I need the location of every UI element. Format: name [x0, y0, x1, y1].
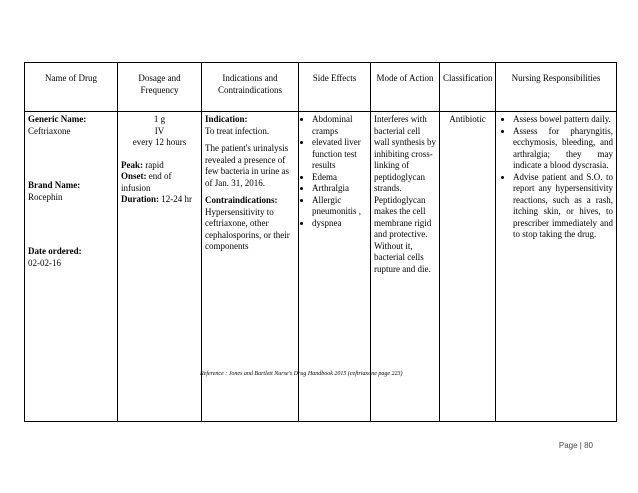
side-effect-item: • Arthralgia — [312, 183, 367, 195]
indication-label: Indication: — [205, 114, 248, 124]
brand-label: Brand Name: — [28, 180, 81, 190]
dosage-duration: Duration: 12-24 hr — [121, 194, 192, 204]
nursing-item: • Assess bowel pattern daily. — [513, 114, 613, 126]
header-classification: Classification — [440, 63, 496, 112]
nursing-list — [499, 114, 613, 241]
header-side-effects: Side Effects — [299, 63, 371, 112]
nursing-item: • Advise patient and S.O. to report any hypersensitivity reactions, such as a rash, itching skin, or hives, to prescriber immediately and to stop taking the drug. — [513, 172, 613, 241]
brand-value: Rocephin — [28, 191, 63, 202]
dosage-onset: Onset: end of infusion — [121, 171, 172, 193]
header-dosage: Dosage and Frequency — [118, 63, 202, 112]
side-effect-item: • Allergic pneumonitis , — [312, 195, 367, 218]
header-name: Name of Drug — [25, 63, 118, 112]
side-effect-item: • Edema — [312, 172, 367, 184]
cell-classification — [440, 112, 496, 422]
dosage-peak: Peak: rapid — [121, 159, 164, 170]
cell-dosage — [118, 112, 202, 422]
date-value: 02-02-16 — [28, 257, 61, 268]
cell-name — [25, 112, 118, 422]
contra-text: Hypersensitivity to ceftriaxone, other cephalosporins, or their components — [205, 206, 290, 251]
reference-note: Reference : Jones and Bartlett Nurse's Drug Handbook 2015 (ceftriaxone page 223) — [200, 371, 403, 377]
nursing-item: • Assess for pharyngitis, ecchymosis, bleeding, and arthralgia; they may indicate a blood dyscrasia. — [513, 126, 613, 172]
urinalysis-text: The patient's urinalysis revealed a presence of few bacteria in urine as of Jan. 31, 2016. — [205, 143, 289, 188]
classification-value: Antibiotic — [449, 114, 486, 124]
indication-text: To treat infection. — [205, 125, 270, 136]
dosage-frequency: every 12 hours — [132, 137, 187, 147]
header-nursing: Nursing Responsibilities — [496, 63, 617, 112]
cell-nursing — [496, 112, 617, 422]
header-mode: Mode of Action — [371, 63, 440, 112]
date-label: Date ordered: — [28, 246, 82, 256]
side-effect-item: • Abdominal cramps — [312, 114, 367, 137]
dosage-amount: 1 g — [153, 114, 166, 124]
header-row — [25, 63, 617, 112]
mode-text: Interferes with bacterial cell wall synthesis by inhibiting cross-linking of peptidoglycan strands. Peptidoglycan makes the cell membrane rigid and protective. Without it, bacterial cells rupture and die. — [374, 114, 436, 274]
generic-value: Ceftriaxone — [28, 125, 71, 136]
dosage-route: IV — [154, 125, 165, 136]
side-effect-item: • dyspnea — [312, 218, 367, 230]
page-number: Page | 80 — [558, 441, 593, 450]
side-effect-item: • elevated liver function test results — [312, 137, 367, 172]
generic-label: Generic Name: — [28, 114, 87, 124]
contra-label: Contraindications: — [205, 195, 278, 205]
drug-table — [24, 62, 617, 422]
side-effects-list — [302, 114, 367, 229]
header-indications: Indications and Contraindications — [202, 63, 299, 112]
